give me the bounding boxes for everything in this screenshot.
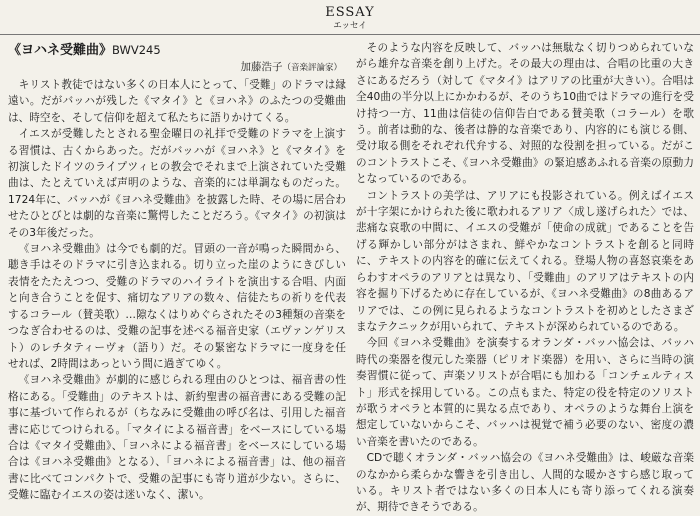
paragraph: CDで聴くオランダ・バッハ協会の《ヨハネ受難曲》は、峻厳な音楽のなかから柔らかな響きを引き出し、人間的な暖かさすら感じ取っている。キリスト者ではない多くの日本人にも寄り添ってくれる演奏が、期待できそうである。 — [356, 452, 694, 514]
author-role: （音楽評論家） — [282, 63, 342, 73]
paragraph: 《ヨハネ受難曲》は今でも劇的だ。冒頭の一音が鳴った瞬間から、聴き手はそのドラマに引き込まれる。切り立った崖のようにきびしい表情をたたえつつ、受難のドラマのハイライトを演出する合唱、内面と向き合うことを促す、痛切なアリアの数々、信徒たちの祈りを代表するコラール（賛美歌）…隙なくはりめぐらされたその3種類の音楽をつなぎ合わせるのは、受難の記事を述べる福音史家（エヴァンゲリスト）のレチタティーヴォ（語り）だ。その緊密なドラマに一度身を任せれば、2時間はあっという間に過ぎてゆく。 — [8, 243, 346, 370]
author-name: 加藤浩子 — [240, 61, 283, 73]
paragraph: 今回《ヨハネ受難曲》を演奏するオランダ・バッハ協会は、バッハ時代の楽器を復元した楽器（ピリオド楽器）を用い、さらに当時の演奏習慣に従って、声楽ソリストが合唱にも加わる「コンチェルティスト」形式を採用している。この点もまた、特定の役を特定のソリストが歌うオペラと本質的に異なる点であり、オペラのような舞台上演を想定していないからこそ、バッハは視覚で補う必要のない、密度の濃い音楽を書いたのである。 — [356, 337, 694, 448]
paragraph: 《ヨハネ受難曲》が劇的に感じられる理由のひとつは、福音書の性格にある。「受難曲」のテキストは、新約聖書の福音書にある受難の記事に基づいて作られるが（ちなみに受難曲の呼び名は、引用した福音書に応じてつけられる。「マタイによる福音書」をベースにしている場合は《マタイ受難曲》、「ヨハネによる福音書」をベースにしている場合は《ヨハネ受難曲》となる）、「ヨハネによる福音書」は、他の福音書に比べてコンパクトで、受難の記事にも寄り道が少ない。さらに、受難に臨むイエスの姿は迷いなく、潔い。 — [8, 374, 346, 502]
right-column — [356, 40, 694, 514]
section-title: ESSAY — [325, 5, 375, 20]
section-header — [0, 6, 700, 31]
work-title: 《ヨハネ受難曲》 — [8, 43, 113, 58]
section-subtitle: エッセイ — [333, 21, 367, 31]
work-catalog-number: BWV245 — [112, 43, 161, 57]
paragraph: イエスが受難したとされる聖金曜日の礼拝で受難のドラマを上演する習慣は、古くからあった。だがバッハが《ヨハネ》と《マタイ》を初演したドイツのライプツィヒの教会でそれまで上演されていた受難曲は、たとえていえば声明のような、音楽的には単調なものだった。1724年に、バッハが《ヨハネ受難曲》を披露した時、その場に居合わせたひとびとは劇的な音楽に驚愕したことだろう。《マタイ》の初演はその3年後だった。 — [8, 128, 346, 239]
article-title — [8, 42, 346, 59]
header-divider — [0, 34, 700, 35]
author-byline — [8, 60, 342, 75]
left-column — [8, 42, 346, 502]
paragraph: そのような内容を反映して、バッハは無駄なく切りつめられていながら雄弁な音楽を創り上げた。その最大の理由は、合唱の比重の大きさにあるだろう（対して《マタイ》はアリアの比重が大きい）。合唱は全40曲の半分以上にかかわるが、そのうち10曲ではドラマの進行を受け持つ一方、11曲は信徒の信仰告白である賛美歌（コラール）を歌う。前者は動的な、後者は静的な音楽であり、内容的にも演じる側、受け取る側をそれぞれ代弁する、対照的な役割を担っている。だがこのコントラストこそ、《ヨハネ受難曲》の緊迫感あふれる音楽の原動力となっているのである。 — [356, 42, 694, 186]
paragraph: コントラストの美学は、アリアにも投影されている。例えばイエスが十字架にかけられた後に歌われるアリア〈成し遂げられた〉では、悲痛な哀歌の中間に、イエスの受難が「使命の成就」であることを告げる輝かしい部分がはさまれ、鮮やかなコントラストを創ると同時に、テキストの内容を的確に伝えてくれる。登場人物の喜怒哀楽をあらわすオペラのアリアとは異なり、「受難曲」のアリアはテキストの内容を掘り下げるために存在しているが、《ヨハネ受難曲》の8曲あるアリアでは、この例に見られるようなコントラストを初めとしたさまざまなテクニックが用いられて、テキストが深められているのである。 — [356, 189, 694, 333]
paragraph: キリスト教徒ではない多くの日本人にとって、「受難」のドラマは縁遠い。だがバッハが残した《マタイ》と《ヨハネ》のふたつの受難曲は、時空を、そして信仰を超えて私たちに語りかけてくる。 — [8, 79, 346, 124]
